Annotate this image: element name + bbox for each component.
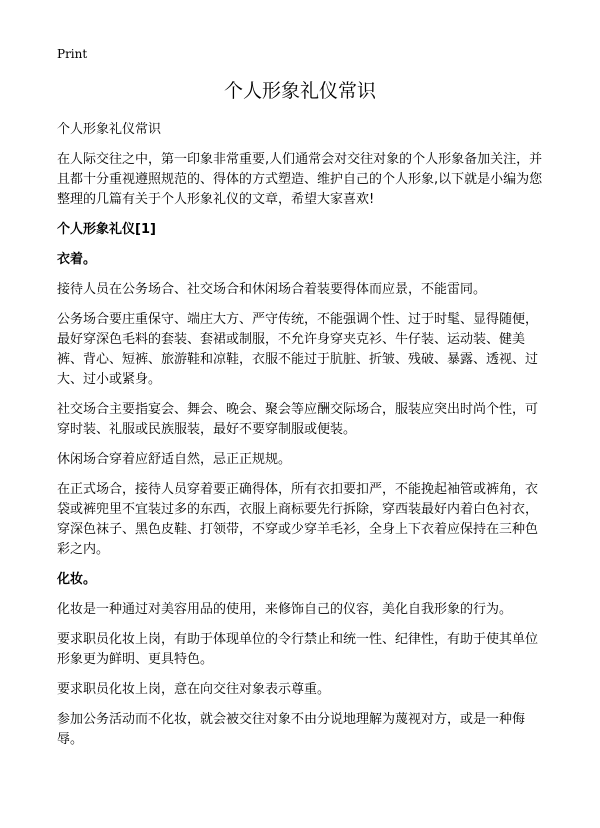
- page-title: 个人形象礼仪常识: [223, 80, 376, 102]
- dress-paragraph-4: 休闲场合穿着应舒适自然，忌正正规规。: [57, 452, 292, 467]
- section-heading: 个人形象礼仪[1]: [57, 222, 156, 237]
- makeup-paragraph-3: 要求职员化妆上岗，意在向交往对象表示尊重。: [57, 682, 331, 697]
- dress-paragraph-3: 社交场合主要指宴会、舞会、晚会、聚会等应酬交际场合，服装应突出时尚个性，可穿时装、礼服或民族服装，最好不要穿制服或便装。: [57, 402, 539, 437]
- print-link[interactable]: Print: [57, 47, 88, 61]
- intro-paragraph: 在人际交往之中，第一印象非常重要,人们通常会对交往对象的个人形象备加关注，并且都十分重视遵照规范的、得体的方式塑造、维护自己的个人形象,以下就是小编为您整理的几篇有关于个人形象礼仪的文章，希望大家喜欢!: [57, 152, 543, 207]
- dress-heading: 衣着。: [57, 252, 97, 267]
- makeup-paragraph-4: 参加公务活动而不化妆，就会被交往对象不由分说地理解为蔑视对方，或是一种侮辱。: [57, 712, 526, 747]
- dress-paragraph-1: 接待人员在公务场合、社交场合和休闲场合着装要得体而应景，不能雷同。: [57, 282, 487, 297]
- makeup-paragraph-2: 要求职员化妆上岗，有助于体现单位的令行禁止和统一性、纪律性，有助于使其单位形象更为鲜明、更具特色。: [57, 632, 539, 667]
- article-subtitle: 个人形象礼仪常识: [57, 122, 162, 137]
- dress-paragraph-2: 公务场合要庄重保守、端庄大方、严守传统，不能强调个性、过于时髦、显得随便，最好穿深色毛料的套装、套裙或制服，不允许身穿夹克衫、牛仔装、运动装、健美裤、背心、短裤、旅游鞋和凉鞋，衣服不能过于肮脏、折皱、残破、暴露、透视、过大、过小或紧身。: [57, 312, 539, 387]
- makeup-heading: 化妆。: [57, 572, 97, 587]
- article-body: [57, 120, 547, 760]
- makeup-paragraph-1: 化妆是一种通过对美容用品的使用，来修饰自己的仪容，美化自我形象的行为。: [57, 602, 513, 617]
- dress-paragraph-5: 在正式场合，接待人员穿着要正确得体，所有衣扣要扣严，不能挽起袖管或裤角，衣袋或裤兜里不宜装过多的东西，衣服上商标要先行拆除，穿西装最好内着白色衬衣，穿深色袜子、黑色皮鞋、打领带，不穿或少穿羊毛衫，全身上下衣着应保持在三种色彩之内。: [57, 482, 539, 557]
